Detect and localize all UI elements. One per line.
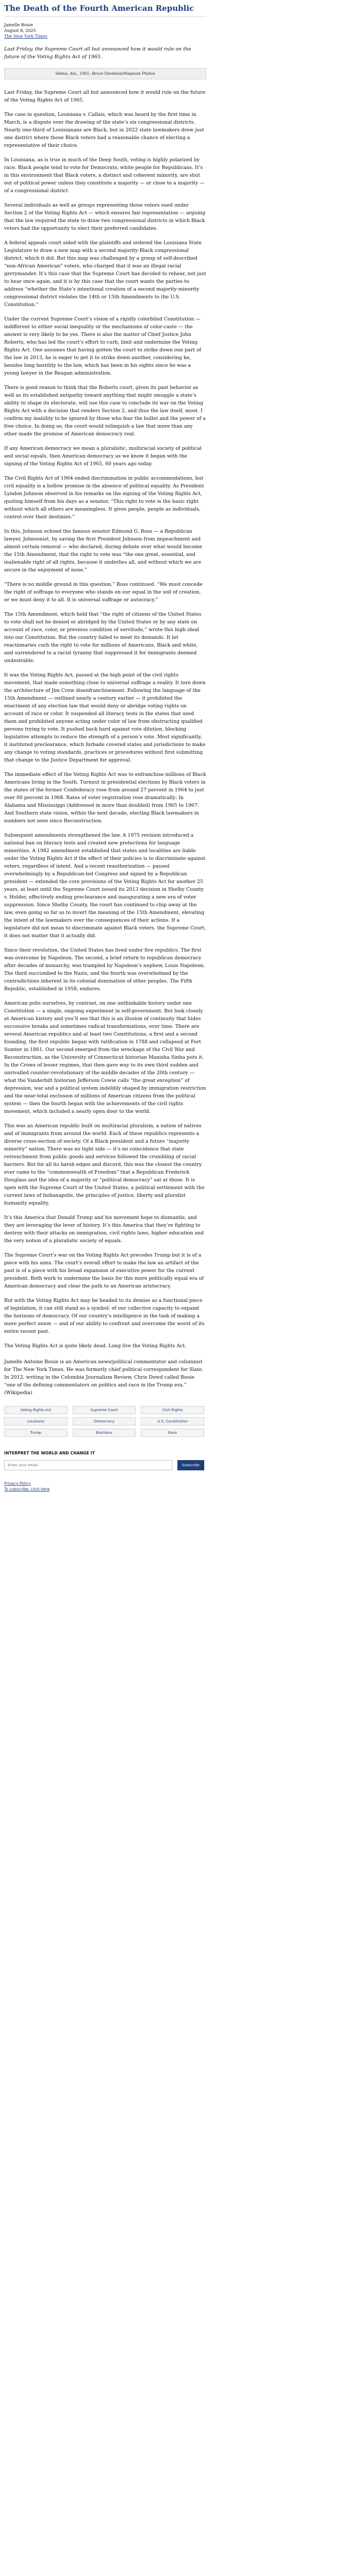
newsletter-signup — [4, 1449, 204, 1470]
subscribe-button[interactable]: Subscribe — [177, 1460, 204, 1470]
author: Jamelle Bouie — [4, 23, 33, 27]
tag-louisiana[interactable]: Louisiana — [4, 1417, 68, 1426]
outlet-link[interactable]: The New York Times — [4, 34, 47, 39]
tag-supreme-court[interactable]: Supreme Court — [73, 1406, 136, 1414]
body-paragraph: Last Friday, the Supreme Court all but announced how it would rule on the future of the Voting Rights Act of 1965. — [4, 90, 206, 103]
article-meta — [4, 22, 206, 39]
article-body — [4, 89, 206, 1350]
email-input[interactable] — [4, 1460, 172, 1470]
body-paragraph: It was the Voting Rights Act, passed at the high point of the civil rights movement, that made something close to universal suffrage a reality. It tore down the architecture of Jim Crow disenfranchisement. Following the language of the 15th Amendment — outlined nearly a century earlier — it prohibited the enactment of any election law that would deny or abridge voting rights on account of race or color. It suspended all literacy tests in the states that used them and prohibited anyone acting under color of law from obstructing qualified persons trying to vote. It pushed back hard against vote dilution, blocking legislative attempts to reduce the strength of a person’s vote. Most significantly, it instituted preclearance, which forbade covered states and jurisdictions to make any change to voting standards, practices or procedures without first submitting that change to the Justice Department for approval. — [4, 672, 206, 763]
hero-image — [4, 68, 206, 79]
subscribe-link[interactable]: To subscribe, click here — [4, 1487, 50, 1492]
body-paragraph: It’s this America that Donald Trump and his movement hope to dismantle, and they are leveraging the lever of history. It’s this America that they’re fighting to destroy with their attacks on immigration, civil rights laws, higher education and the very notion of a pluralistic society of equals. — [4, 1215, 204, 1244]
tag-democracy[interactable]: Democracy — [73, 1417, 136, 1426]
article-column — [4, 3, 206, 1492]
body-paragraph: The Voting Rights Act is quite likely dead. Long live the Voting Rights Act. — [4, 1343, 187, 1349]
body-paragraph: Since their revolution, the United States has lived under five republics. The first was overcome by Napoleon. The second, a brief return to republican democracy after decades of monarchy, was trampled by Napoleon’s nephew, Louis Napoleon. The third succumbed to the Nazis, and the fourth was overwhelmed by the contradictions inherent in its colonial domination of other peoples. The Fifth Republic, established in 1958, endures. — [4, 947, 205, 992]
article-title: The Death of the Fourth American Republic — [4, 3, 206, 17]
body-paragraph: Subsequent amendments strengthened the law. A 1975 revision introduced a national ban on literacy tests and created new protections for language minorities. A 1982 amendment established that states and localities are liable under the Voting Rights Act if the effect of their policies is to discriminate against voters, regardless of intent. And a recent reauthorization — passed overwhelmingly by a Republican-led Congress and signed by a Republican president — extended the core provisions of the Voting Rights Act for another 25 years, at least until the Supreme Court issued its 2013 decision in Shelby County v. Holder, effectively ending preclearance and inaugurating a new era of voter suppression. Since Shelby County, the court has continued to chip away at the law, even going so far as to invert the meaning of the 15th Amendment, elevating the intent of the lawmakers over the consequences of their actions. If a legislature did not mean to discriminate against Black voters, the Supreme Court, it does not matter that it actually did. — [4, 833, 206, 939]
author-bio: Jamelle Antoine Bouie is an American news/political commentator and columnist for The New York Times. He was formerly chief political correspondent for Slate. In 2012, writing in the Columbia Journalism Review, Chris Dowd called Bouie “one of the defining commentators on politics and race in the Trump era.” (Wikipedia) — [4, 1359, 204, 1396]
tag-grid — [4, 1406, 204, 1437]
tag-us-constitution[interactable]: U.S. Constitution — [141, 1417, 204, 1426]
privacy-policy-link[interactable]: Privacy Policy — [4, 1481, 31, 1486]
footer — [4, 1481, 206, 1492]
body-paragraph: But with the Voting Rights Act may be headed to its demise as a functional piece of legislation, it can still stand as a symbol: of our collective capacity to expand the horizons of democracy. Of our country’s intelligence in the task of making a more perfect union — and of our ability to confront and overcome the worst of its entire recent past. — [4, 1298, 205, 1334]
body-paragraph: There is good reason to think that the Roberts court, given its past behavior as well as its established antipathy toward anything that might smuggle a state’s ability to shape its electorate, will use this case to conclude its war on the Voting Rights Act with a decision that renders Section 2, and thus the law itself, moot. I confirm my inability to be ignored by those who fear the bullet and the power of a free choice. In doing so, the court would relinquish a law that more than any other made the promise of American democracy real. — [4, 385, 206, 437]
body-paragraph: A federal appeals court sided with the plaintiffs and ordered the Louisiana State Legislature to draw a new map with a second majority-Black congressional district, which it did. But this map was challenged by a group of self-described “non-African American” voters, who charged that it was an illegal racial gerrymander. It’s this case that the Supreme Court has decided to rehear, not just to hear once again, and it is by this case that the court wants the parties to address “whether the State’s intentional creation of a second majority-minority congressional district violates the 14th or 15th Amendments to the U.S. Constitution.” — [4, 240, 206, 308]
tag-race[interactable]: Race — [141, 1429, 204, 1437]
body-paragraph: “There is no middle ground in this question,” Ross continued. “We must concede the right of suffrage to everyone who stands on our equal in the soil of creation, or we must deny it to all. It is universal suffrage or autocracy.” — [4, 582, 203, 603]
article-dek: Last Friday, the Supreme Court all but announced how it would rule on the future of the Voting Rights Act of 1965. — [4, 46, 191, 60]
body-paragraph: This was an American republic built on multiracial pluralism, a nation of natives and of immigrants from around the world. Each of these republics represents a diverse cross-section of society. Of a Black president and a future “majority minority” nation. There was no tight side — it’s no coincidence that state retrenchment from public goods and services followed the crumbling of racial barriers. But for all its harsh edges and discord, this was the closest the country ever came to the “commonwealth of Freedom” that a Republican Frederick Douglass and the idea of a majority or “political democracy” sat at those. It is open with the Supreme Court of the United States, a political settlement with the current laws of Indianapolis, the principles of justice, liberty and pluralist humanity equality. — [4, 1123, 205, 1206]
body-paragraph: If any American democracy we mean a pluralistic, multiracial society of political and social equals, then American democracy as we know it began with the signing of the Voting Rights Act of 1965, 60 years ago today. — [4, 446, 202, 467]
tag-elections[interactable]: Elections — [73, 1429, 136, 1437]
body-paragraph: Under the current Supreme Court’s vision of a rigidly colorblind Constitution — indifferent to either social inequality or the mechanisms of color-caste — the answer is very likely to be yes. There is also the matter of Chief Justice John Roberts, who has led the court’s effort to curb, limit and undermine the Voting Rights Act. One assumes that having gotten the court to strike down one part of the law in 2013, he is eager to get it to strike down another, considering he, besides long hostility to the law, which has been in his sights since he was a young lawyer in the Reagan administration. — [4, 316, 201, 376]
body-paragraph: In this, Johnson echoed the famous senator Edmund G. Ross — a Republican lawyer, Johnsonist, by saving the first President Johnson from impeachment and almost certain removal — who declared, during debate over what would become the 15th Amendment, that the right to vote was “the one great, essential, and inalienable right of all rights, because it underlies all, and without which we are secure in the enjoyment of none.” — [4, 529, 203, 573]
tag-voting-rights-act[interactable]: Voting Rights Act — [4, 1406, 68, 1414]
date: August 8, 2025 — [4, 28, 36, 33]
image-caption: Selma, Ala., 1965. Bruce Davidson/Magnum Photos — [55, 71, 155, 76]
body-paragraph: The case in question, Louisiana v. Callais, which was heard by the first time in March, is a dispute over the drawing of the state’s six congressional districts. Nearly one-third of Louisianans are Black, but in 2022 state lawmakers drew just one district where those Black voters had a reasonable chance of electing a representative of their choice. — [4, 112, 204, 148]
body-paragraph: The 15th Amendment, which held that “the right of citizens of the United States to vote shall not be denied or abridged by the United States or by any state on account of race, color, or previous condition of servitude,” wrote this high ideal into our Constitution. But the country failed to meet its demands. It let reactionaries curb the right to vote for millions of Americans, Black and white, and surrendered to a racist tyranny that suppressed it for immigrants deemed undesirable. — [4, 612, 202, 664]
body-paragraph: American polis ourselves, by contrast, on one unthinkable history under one Constitution — a single, ongoing experiment in self-government. But look closely at American history and you’ll see that this is an illusion of continuity that hides successive breaks and sometimes radical transformations, over time. There are several American republics and at least two Constitutions, a first and a second founding, the first republic began with ratification in 1788 and collapsed at Fort Sumter in 1861. Our second emerged from the wreckage of the Civil War and Reconstruction, as the University of Connecticut historian Manisha Sinha puts it. In the Crows of lesser regimes, that then gave way to its own third sudden and unrivalled counter-revolutionary of the middle decades of the 20th century — what the Vanderbilt historian Jefferson Cowie calls “the great exception” of depression, war and a political system indelibly shaped by immigration restriction and the near-total exclusion of millions of American citizens from the political system — then the fourth began with the achievements of the civil rights movement, which included a nearly open door to the world. — [4, 1001, 206, 1114]
body-paragraph: The Supreme Court’s war on the Voting Rights Act precedes Trump but it is of a piece with his aims. The court’s overall effort to make the law an artifact of the past is of a piece with his broad expansion of executive power for the current president. Both work to undermine the basis for this more politically equal era of American democracy and clear the path to an American aristocracy. — [4, 1252, 204, 1289]
tag-civil-rights[interactable]: Civil Rights — [141, 1406, 204, 1414]
tag-trump[interactable]: Trump — [4, 1429, 68, 1437]
body-paragraph: The Civil Rights Act of 1964 ended discrimination in public accommodations, but civil equality is a hollow promise in the absence of political equality. As President Lyndon Johnson observed in his remarks on the signing of the Voting Rights Act, quoting himself from his days as a senator, “This right to vote is the basic right without which all others are meaningless. It gives people, people as individuals, control over their destinies.” — [4, 476, 204, 520]
newsletter-row — [4, 1460, 204, 1470]
body-paragraph: The immediate effect of the Voting Rights Act was to enfranchise millions of Black Americans living in the South. Turnout in presidential elections by Black voters in the states of the former Confederacy rose from around 27 percent in 1964 to just over 60 percent in 1968. Rates of voter registration rose dramatically: In Alabama and Mississippi (Addressed in more than doubled) from 1965 to 1967. And Southern state vision, within the next decade, electing Black lawmakers in numbers not seen since Reconstruction. — [4, 772, 206, 824]
body-paragraph: Several individuals as well as groups representing those voters sued under Section 2 of the Voting Rights Act — which ensures fair representation — arguing that the law required the state to draw two congressional districts in which Black voters had the opportunity to elect their preferred candidates. — [4, 202, 205, 231]
body-paragraph: In Louisiana, as is true in much of the Deep South, voting is highly polarized by race. Black people tend to vote for Democrats, white people for Republicans. It’s in this environment that Black voters, a distinct and coherent minority, are shut out of political power unless they constitute a majority — or close to a majority — of a congressional district. — [4, 157, 205, 194]
newsletter-heading: INTERPRET THE WORLD AND CHANGE IT — [4, 1451, 95, 1455]
